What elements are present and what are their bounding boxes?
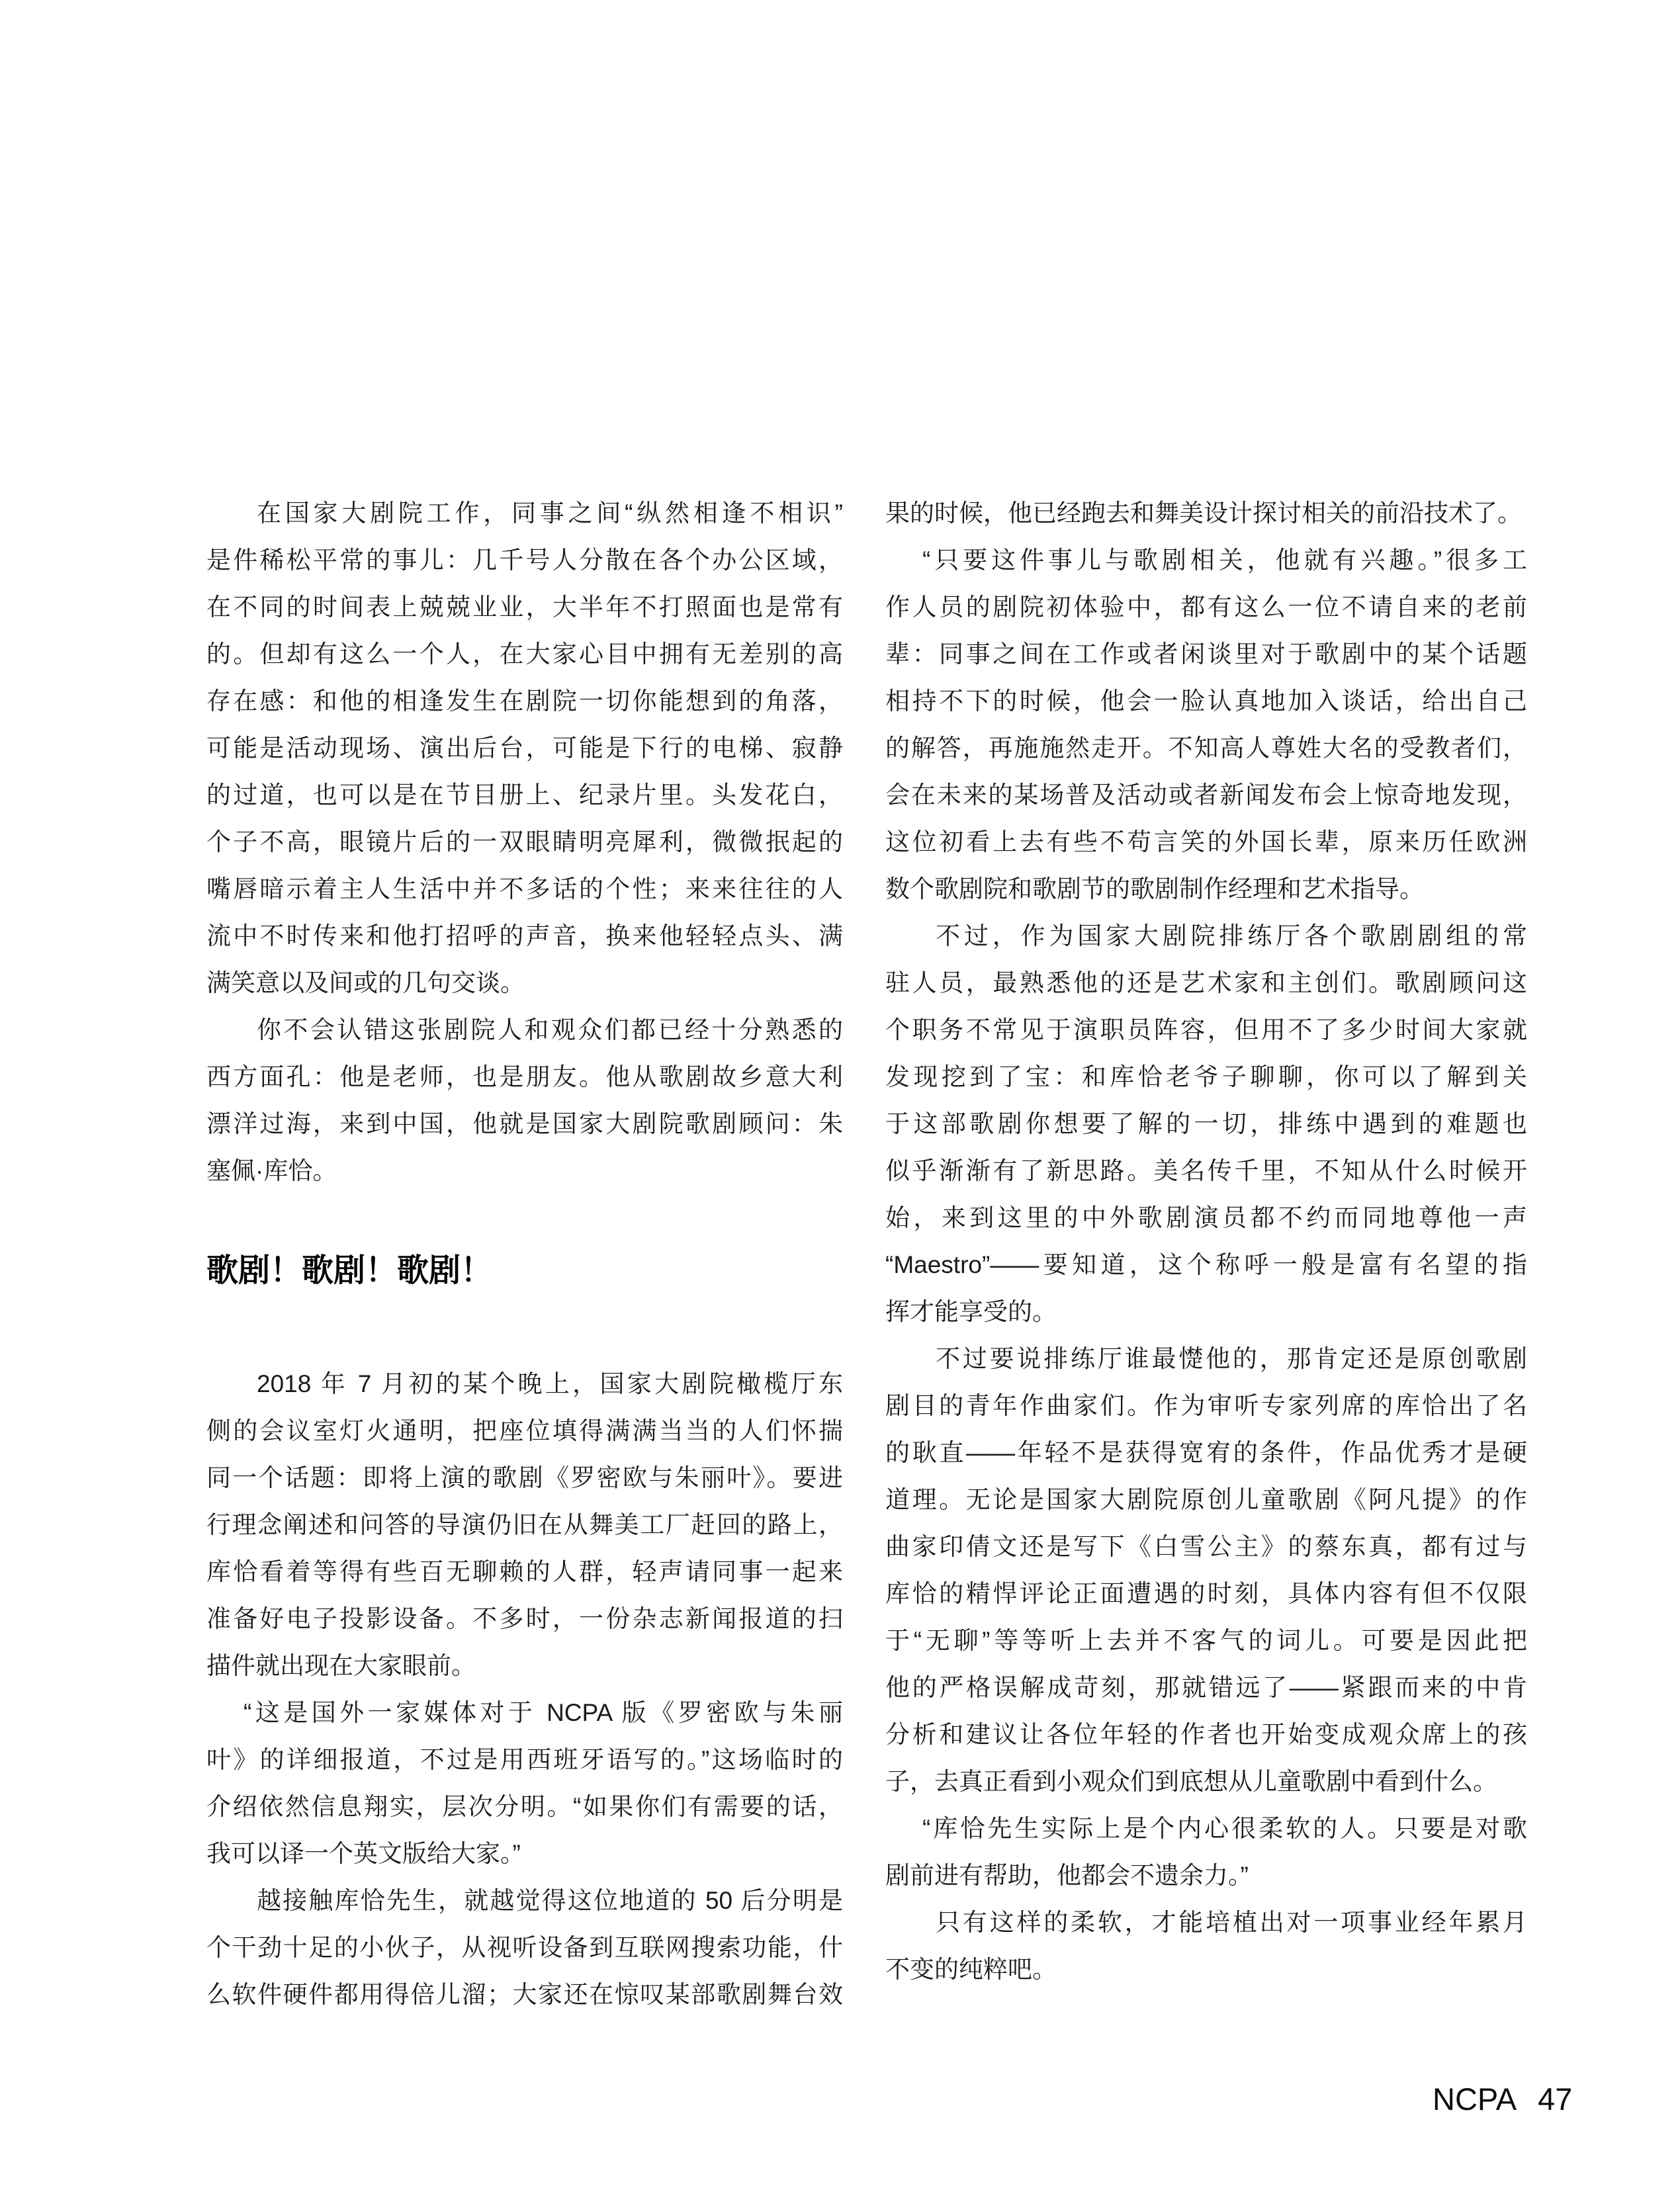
text-line: 个职务不常见于演职员阵容，但用不了多少时间大家就 [885,1016,1527,1043]
text-line: 始，来到这里的中外歌剧演员都不约而同地尊他一声 [885,1204,1527,1231]
text-line: “库恰先生实际上是个内心很柔软的人。只要是对歌 [922,1815,1527,1842]
text-line: 嘴唇暗示着主人生活中并不多话的个性；来来往往的人 [206,875,843,902]
text-line: 相持不下的时候，他会一脸认真地加入谈话，给出自己 [885,687,1527,715]
text-line: 侧的会议室灯火通明，把座位填得满满当当的人们怀揣 [206,1417,843,1444]
text-line: 存在感：和他的相逢发生在剧院一切你能想到的角落， [206,687,843,715]
text-line: 于这部歌剧你想要了解的一切，排练中遇到的难题也 [885,1110,1527,1137]
text-line: 剧目的青年作曲家们。作为审听专家列席的库恰出了名 [885,1392,1527,1419]
text-line: 的耿直——年轻不是获得宽宥的条件，作品优秀才是硬 [885,1439,1527,1466]
text-line: 准备好电子投影设备。不多时，一份杂志新闻报道的扫 [206,1605,843,1632]
text-line: 分析和建议让各位年轻的作者也开始变成观众席上的孩 [885,1721,1527,1748]
text-line: “Maestro”——要知道，这个称呼一般是富有名望的指 [885,1251,1527,1278]
text-line: 可能是活动现场、演出后台，可能是下行的电梯、寂静 [206,734,843,762]
text-line: 塞佩·库恰。 [206,1157,337,1184]
text-line: 的解答，再施施然走开。不知高人尊姓大名的受教者们， [885,734,1527,762]
text-line: 曲家印倩文还是写下《白雪公主》的蔡东真，都有过与 [885,1533,1527,1560]
text-line: 同一个话题：即将上演的歌剧《罗密欧与朱丽叶》。要进 [206,1464,843,1491]
text-line: 他的严格误解成苛刻，那就错远了——紧跟而来的中肯 [885,1674,1527,1701]
footer-brand: NCPA [1433,2081,1517,2117]
text-line: 会在未来的某场普及活动或者新闻发布会上惊奇地发现， [885,781,1527,809]
text-line: “这是国外一家媒体对于 NCPA 版《罗密欧与朱丽 [243,1699,843,1726]
text-line: 行理念阐述和问答的导演仍旧在从舞美工厂赶回的路上， [206,1511,843,1538]
text-line: 不过，作为国家大剧院排练厅各个歌剧剧组的常 [936,922,1527,949]
text-line: 2018 年 7 月初的某个晚上，国家大剧院橄榄厅东 [257,1370,843,1397]
text-line: 叶》的详细报道，不过是用西班牙语写的。”这场临时的 [206,1746,843,1773]
text-line: 这位初看上去有些不苟言笑的外国长辈，原来历任欧洲 [885,828,1527,855]
page-footer [1433,2081,1572,2117]
text-line: “只要这件事儿与歌剧相关，他就有兴趣。”很多工 [922,547,1527,574]
text-line: 在国家大剧院工作，同事之间“纵然相逢不相识” [257,500,843,527]
text-line: 只有这样的柔软，才能培植出对一项事业经年累月 [936,1909,1527,1936]
text-line: 似乎渐渐有了新思路。美名传千里，不知从什么时候开 [885,1157,1527,1184]
text-line: 果的时候，他已经跑去和舞美设计探讨相关的前沿技术了。 [885,500,1522,527]
text-line: 描件就出现在大家眼前。 [206,1652,476,1679]
text-line: 你不会认错这张剧院人和观众们都已经十分熟悉的 [257,1016,843,1043]
text-line: 个干劲十足的小伙子，从视听设备到互联网搜索功能，什 [206,1934,843,1961]
section-heading: 歌剧！歌剧！歌剧！ [206,1253,493,1288]
text-line: 流中不时传来和他打招呼的声音，换来他轻轻点头、满 [206,922,843,949]
text-line: 不过要说排练厅谁最憷他的，那肯定还是原创歌剧 [936,1345,1527,1372]
text-line: 数个歌剧院和歌剧节的歌剧制作经理和艺术指导。 [885,875,1424,902]
text-line: 驻人员，最熟悉他的还是艺术家和主创们。歌剧顾问这 [885,969,1527,996]
text-line: 发现挖到了宝：和库恰老爷子聊聊，你可以了解到关 [885,1063,1527,1090]
text-line: 于“无聊”等等听上去并不客气的词儿。可要是因此把 [885,1627,1527,1654]
text-line: 的过道，也可以是在节目册上、纪录片里。头发花白， [206,781,843,809]
text-line: 我可以译一个英文版给大家。” [206,1840,521,1867]
text-line: 不变的纯粹吧。 [885,1956,1057,1983]
text-line: 么软件硬件都用得倍儿溜；大家还在惊叹某部歌剧舞台效 [206,1981,843,2008]
text-line: 挥才能享受的。 [885,1298,1057,1325]
text-line: 是件稀松平常的事儿：几千号人分散在各个办公区域， [206,547,843,574]
text-line: 西方面孔：他是老师，也是朋友。他从歌剧故乡意大利 [206,1063,843,1090]
text-line: 辈：同事之间在工作或者闲谈里对于歌剧中的某个话题 [885,640,1527,668]
text-line: 介绍依然信息翔实，层次分明。“如果你们有需要的话， [206,1793,843,1820]
text-line: 漂洋过海，来到中国，他就是国家大剧院歌剧顾问：朱 [206,1110,843,1137]
text-line: 越接触库恰先生，就越觉得这位地道的 50 后分明是 [257,1887,843,1914]
text-line: 剧前进有帮助，他都会不遗余力。” [885,1862,1249,1889]
article-left-column [206,490,843,2018]
text-line: 库恰的精悍评论正面遭遇的时刻，具体内容有但不仅限 [885,1580,1527,1607]
text-line: 在不同的时间表上兢兢业业，大半年不打照面也是常有 [206,593,843,621]
text-line: 满笑意以及间或的几句交谈。 [206,969,525,996]
text-line: 作人员的剧院初体验中，都有这么一位不请自来的老前 [885,593,1527,621]
article-right-column [885,490,1527,1993]
footer-page-number: 47 [1538,2081,1573,2117]
text-line: 子，去真正看到小观众们到底想从儿童歌剧中看到什么。 [885,1768,1497,1795]
text-line: 的。但却有这么一个人，在大家心目中拥有无差别的高 [206,640,843,668]
text-line: 库恰看着等得有些百无聊赖的人群，轻声请同事一起来 [206,1558,843,1585]
text-line: 道理。无论是国家大剧院原创儿童歌剧《阿凡提》的作 [885,1486,1527,1513]
text-line: 个子不高，眼镜片后的一双眼睛明亮犀利，微微抿起的 [206,828,843,855]
